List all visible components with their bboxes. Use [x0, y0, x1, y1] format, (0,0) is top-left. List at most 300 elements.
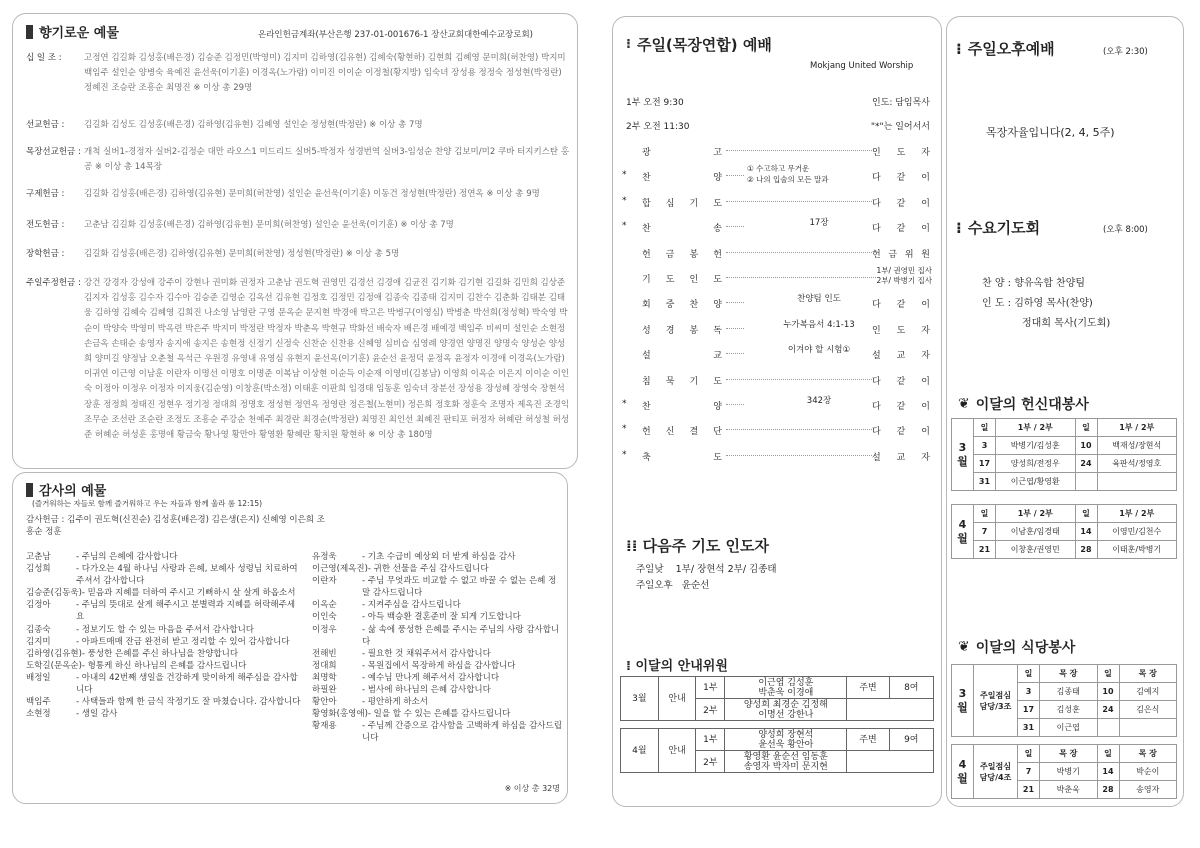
day-cell: 28: [1097, 781, 1119, 799]
thanks-message: - 예수님 만나게 해주셔서 감사합니다: [362, 672, 500, 683]
table-header: 일: [974, 419, 996, 437]
order-responsible-char: 이: [921, 427, 930, 438]
thanks-item: [312, 720, 562, 744]
order-responsible: [872, 297, 930, 310]
thanks-message: - 기초 수급비 예상외 더 받게 하심을 감사: [362, 552, 516, 562]
name-cell: 김종태: [1040, 683, 1098, 701]
name-cell: 김예지: [1119, 683, 1177, 701]
thanks-message: - 아파트매매 잔금 완전히 받고 정리할 수 있어 감사합니다: [76, 636, 290, 647]
thanks-right-list: [312, 551, 562, 745]
order-responsible-char: 원: [921, 249, 930, 260]
guide-names: 황영환 윤순선 임동훈 송영자 박자미 문지현: [725, 751, 847, 773]
afternoon-message: 목장자율입니다(2, 4, 5주): [986, 126, 1115, 139]
order-responsible-char: 자: [921, 452, 930, 463]
offering-names: 개척 실버1-경정자 실버2-김정순 대만 라오스1 미드리드 실버5-박정자 성경번역 실버3-임성순 찬양 김보미/미2 쿠바 터지키스탄 홍공 ※ 이상 총 14목장: [84, 147, 570, 173]
order-row: [620, 444, 936, 470]
order-item-char: 송: [713, 224, 722, 235]
day-cell: 7: [974, 523, 996, 541]
afternoon-time: (오후 2:30): [1103, 47, 1148, 57]
day-cell: 10: [1097, 683, 1119, 701]
thanks-item: [26, 599, 302, 623]
order-item: [642, 374, 722, 387]
service-standing-note: "*"는 일어서서: [870, 122, 930, 132]
order-detail: 342장: [744, 395, 894, 407]
next-prayer-afternoon: 주일오후 윤순선: [636, 580, 710, 591]
offering-label: 주일주정헌금 :: [26, 278, 81, 288]
order-item-char: 도: [713, 198, 722, 209]
name-cell: 박춘욱: [1040, 781, 1098, 799]
table-header: 일: [1097, 745, 1119, 763]
order-responsible-char: 자: [921, 351, 930, 362]
thanks-name: 김정아: [26, 600, 51, 611]
thanks-name: 이정우: [312, 624, 337, 635]
thanks-message: - 평안하게 하소서: [362, 697, 428, 708]
thanks-message: - 다가오는 4월 하나님 사랑과 은혜, 보혜사 성령님 치료하여 주셔서 감사합니다: [76, 564, 298, 587]
name-cell: 이태훈/박병기: [1097, 541, 1177, 559]
order-responsible-char: 도: [896, 148, 906, 158]
thanks-name: 황영화(홍영애): [312, 709, 368, 720]
offering-row: [26, 51, 572, 97]
table-header: 일: [1075, 505, 1097, 523]
order-responsible-char: 이: [921, 173, 930, 184]
order-responsible: [872, 399, 930, 412]
order-item-char: 교: [713, 351, 722, 362]
name-cell: 백재성/장현석: [1097, 437, 1177, 455]
thanks-item: [312, 696, 562, 708]
order-item-char: 양: [713, 300, 722, 311]
thanks-name: 황재용: [312, 721, 337, 732]
clover-icon: ❦: [958, 396, 970, 412]
day-cell: 28: [1075, 541, 1097, 559]
offering-names: 고춘남 김길화 김성홍(배은경) 김하영(김유현) 문미희(허찬영) 설인순 윤선욱(이기훈) ※ 이상 총 7명: [84, 220, 454, 230]
thanks-subtitle: (즐거워하는 자들로 함께 즐거워하고 우는 자들과 함께 울라 롬 12:15): [32, 499, 263, 508]
guide-role: 안내: [658, 677, 696, 721]
order-item-char: 성: [642, 325, 651, 336]
table-header: 일: [1097, 665, 1119, 683]
day-cell: 14: [1075, 523, 1097, 541]
thanks-message: - 정보기도 할 수 있는 마음을 주셔서 감사합니다: [76, 624, 254, 635]
afternoon-title: ⁝ 주일오후예배: [956, 39, 1055, 58]
thanks-name: 이옥순: [312, 600, 337, 611]
section-bar-icon: [26, 483, 33, 497]
guide-names: 양성희 최경순 김정해 이명선 강한나: [725, 699, 847, 721]
order-item-char: 독: [713, 325, 722, 336]
offering-names: 김길화 김성도 김성홍(배은경) 김하영(김유현) 김혜영 설인순 정성현(박정란) ※ 이상 총 7명: [84, 120, 423, 130]
order-item-char: 심: [665, 198, 675, 209]
order-item: [642, 297, 722, 310]
section-marker-icon: ⁞⁞: [626, 537, 643, 555]
thanks-message: - 아득 백승환 결혼준비 잘 되게 기도합니다: [362, 612, 521, 623]
name-cell: 박병기/김성훈: [996, 437, 1076, 455]
order-row: [620, 342, 936, 368]
thanks-item: [312, 660, 562, 672]
guides-title: ⁞ 이달의 안내위원: [626, 659, 728, 674]
order-item: [642, 424, 722, 437]
order-responsible-char: 다: [872, 376, 881, 387]
order-responsible-char: 인: [872, 325, 881, 336]
thanks-item: [26, 660, 302, 672]
month-label: 4 월: [952, 745, 974, 799]
order-item-char: 결: [689, 427, 699, 438]
thanks-left-list: [26, 551, 302, 720]
thanks-name: 전해빈: [312, 648, 337, 659]
thanks-name: 황안아: [312, 697, 337, 708]
order-responsible: [872, 348, 930, 361]
order-row: [620, 393, 936, 419]
order-responsible-char: 교: [896, 452, 906, 463]
table-header: 일: [1018, 745, 1040, 763]
thanks-name: 정대희: [312, 660, 337, 671]
offering-label: 목장선교헌금 :: [26, 147, 81, 157]
order-row: [620, 266, 936, 292]
day-cell: 31: [1018, 719, 1040, 737]
offering-names: 고정연 김길화 김성홍(배은경) 김승준 김정민(박영미) 김지미 김하영(김유현) 김혜숙(황현하) 김현희 김혜영 문미희(허찬영) 박지미 백임주 설인순 양병숙 육예진 윤선욱(이기훈) 이경옥(노가람) 이미진 이이순 이정철(황지방) 임숙녀 장성용 정정숙 정성현(박정란) 정혜진 조승란 조흥순 최명진 ※ 이상 총 29명: [84, 53, 566, 94]
day-cell: 17: [974, 455, 996, 473]
cafeteria-title: ❦ 이달의 식당봉사: [958, 639, 1076, 656]
section-marker-icon: ⁞: [626, 659, 636, 674]
order-item: [642, 247, 722, 260]
order-item-char: 찬: [689, 300, 699, 311]
order-item-char: 단: [713, 427, 722, 438]
day-cell: 24: [1097, 701, 1119, 719]
table-header: 목 장: [1040, 665, 1098, 683]
order-responsible-detail: 1부/ 권영민 집사 2부/ 박병기 집사: [876, 266, 932, 285]
thanks-item: [26, 696, 302, 708]
thanks-message: - 형통케 하신 하나님의 은혜를 감사드립니다: [81, 660, 247, 671]
name-cell: 육판석/정영호: [1097, 455, 1177, 473]
guide-count: 8여: [889, 677, 933, 699]
order-responsible: [872, 247, 930, 260]
order-item: [642, 323, 722, 336]
thanks-message: - 주님께 간증으로 감사함을 고백하게 하심을 감사드립니다: [362, 721, 562, 744]
day-cell: 24: [1075, 455, 1097, 473]
order-responsible-char: 다: [872, 224, 881, 235]
order-item-char: 광: [642, 148, 651, 158]
wednesday-praise: 찬 양 : 향유옥합 찬양팀: [982, 278, 1086, 289]
order-responsible-char: 같: [896, 402, 906, 412]
offering-row: [26, 276, 572, 443]
thanks-header: 감사헌금 : 김주이 권도혁(신진순) 김성훈(배은경) 김은생(은지) 신혜영 이은희 조흥순 정훈: [26, 515, 325, 537]
order-row: [620, 139, 936, 165]
thanks-item: [26, 624, 302, 636]
order-item: [642, 450, 722, 463]
thanks-message: - 아내의 42번째 생일을 건강하게 맞이하게 해주심을 감사합니다: [76, 672, 298, 696]
name-cell: 박순이: [1119, 763, 1177, 781]
order-row: [620, 368, 936, 394]
day-cell: [1075, 473, 1097, 491]
order-row: [620, 418, 936, 444]
thanks-item: [312, 563, 562, 575]
day-cell: 31: [974, 473, 996, 491]
order-item: [642, 221, 722, 234]
guide-part: 1부: [696, 729, 725, 751]
service-english-title: Mokjang United Worship: [810, 61, 914, 71]
name-cell: 김은식: [1119, 701, 1177, 719]
order-item-char: 봉: [689, 325, 699, 336]
order-responsible-char: 금: [888, 249, 898, 260]
name-cell: [1119, 719, 1177, 737]
order-row: [620, 241, 936, 267]
standing-mark: *: [622, 221, 627, 232]
offering-row: [26, 145, 572, 175]
order-responsible: [872, 221, 930, 234]
thanks-name: 김승준(김동욱): [26, 588, 82, 599]
service-leader: 인도: 담임목사: [871, 98, 930, 108]
order-item: [642, 399, 722, 412]
standing-mark: *: [622, 195, 627, 206]
order-item-char: 인: [689, 275, 699, 285]
month-label: 4 월: [952, 505, 974, 559]
order-responsible-char: 위: [904, 249, 914, 260]
thanks-item: [26, 648, 302, 660]
cafeteria-april-table: [951, 744, 1177, 799]
order-responsible-char: 다: [872, 427, 881, 438]
thanks-item: [312, 575, 562, 599]
order-item-char: 헌: [642, 249, 651, 260]
order-detail: ① 수고하고 무거운 ② 나의 입술의 모든 말과: [744, 163, 894, 185]
order-item-char: 고: [713, 148, 722, 158]
offering-row: [26, 218, 572, 233]
thanks-name: 김하영(김유현): [26, 648, 82, 659]
offering-label: 전도헌금 :: [26, 220, 65, 230]
offering-names: 김길화 김성홍(배은경) 김하영(김유현) 문미희(허찬영) 정성현(박정란) ※ 이상 총 5명: [84, 249, 400, 259]
order-item-char: 경: [665, 325, 675, 336]
order-row: [620, 164, 936, 190]
name-cell: 이창훈/권영민: [996, 541, 1076, 559]
offering-row: [26, 247, 572, 262]
thanks-name: 배정일: [26, 672, 51, 683]
account-info: 온라인헌금계좌(부산은행 237-01-001676-1 장산교회대한예수교장로회): [258, 30, 533, 40]
name-cell: 이근엽/황영환: [996, 473, 1076, 491]
name-cell: 송영자: [1119, 781, 1177, 799]
guides-table: [620, 676, 934, 773]
order-responsible-char: 도: [896, 325, 906, 336]
thanks-item: [312, 624, 562, 648]
next-prayer-sunday: 주일낮 1부/ 장현석 2부/ 김종태: [636, 564, 777, 575]
order-responsible-char: 자: [921, 325, 930, 336]
order-item-char: 찬: [642, 402, 651, 412]
service-first-time: 1부 오전 9:30: [626, 98, 684, 108]
thanks-name: 김지미: [26, 636, 51, 647]
name-cell: 이근엽: [1040, 719, 1098, 737]
dedication-march-table: [951, 418, 1177, 491]
thanks-item: [312, 648, 562, 660]
section-marker-icon: ⁝: [956, 218, 962, 237]
thanks-name: 이란자: [312, 576, 337, 587]
order-item-char: 도: [665, 275, 675, 285]
day-cell: 7: [1018, 763, 1040, 781]
order-responsible-char: 다: [872, 402, 881, 412]
order-row: [620, 190, 936, 216]
order-item: [642, 272, 722, 285]
thanks-name: 도학길(문옥순): [26, 660, 82, 671]
table-header: 목 장: [1119, 745, 1177, 763]
order-responsible: [872, 374, 930, 387]
name-cell: 양성희/전정우: [996, 455, 1076, 473]
order-responsible: [872, 145, 930, 158]
guide-count: 9여: [889, 729, 933, 751]
thanks-message: - 주님의 은혜에 감사합니다: [76, 552, 178, 562]
order-item-char: 신: [665, 427, 675, 438]
table-header: 1부 / 2부: [996, 505, 1076, 523]
order-item-char: 도: [713, 376, 722, 387]
table-header: 1부 / 2부: [1097, 505, 1177, 523]
thanks-total: ※ 이상 총 32명: [504, 784, 560, 793]
table-header: 일: [974, 505, 996, 523]
order-item-char: 봉: [689, 249, 699, 260]
service-second-time: 2부 오전 11:30: [626, 122, 690, 132]
wednesday-lead: 인 도 : 김하영 목사(찬양): [982, 298, 1093, 309]
order-responsible-char: 같: [896, 224, 906, 235]
cafeteria-march-table: [951, 664, 1177, 737]
guide-part: 2부: [696, 699, 725, 721]
guide-empty: [847, 699, 934, 721]
offering-label: 선교헌금 :: [26, 120, 65, 130]
order-responsible-char: 이: [921, 224, 930, 235]
thanks-message: - 지켜주심을 감사드립니다: [362, 600, 461, 611]
thanks-message: - 풍성한 은혜를 주신 하나님을 찬양합니다: [81, 648, 239, 659]
thanks-item: [312, 672, 562, 684]
thanks-item: [26, 636, 302, 648]
dedication-april-table: [951, 504, 1177, 559]
guide-gate: 주변: [847, 677, 889, 699]
order-item-char: 중: [665, 300, 675, 311]
wednesday-title: ⁝ 수요기도회: [956, 218, 1041, 237]
order-item-char: 헌: [642, 427, 651, 438]
order-item: [642, 348, 722, 361]
day-cell: 10: [1075, 437, 1097, 455]
order-responsible: [872, 196, 930, 209]
order-responsible: [872, 323, 930, 336]
table-header: 목 장: [1040, 745, 1098, 763]
order-item-char: 기: [689, 198, 699, 209]
section-marker-icon: ⁝: [956, 39, 962, 58]
order-item-char: 합: [642, 198, 651, 209]
wednesday-time: (오후 8:00): [1103, 225, 1148, 235]
thanks-message: - 목원집에서 목장하게 하심을 감사합니다: [362, 660, 516, 671]
order-detail: 이겨야 할 시험①: [744, 344, 894, 356]
order-responsible-char: 설: [872, 452, 881, 463]
order-responsible-char: 같: [896, 376, 906, 387]
thanks-name: 김성희: [26, 564, 51, 575]
order-item: [642, 170, 722, 183]
thanks-message: - 삶 속에 풍성한 은혜를 주시는 주님의 사랑 감사합니다: [362, 624, 560, 647]
table-header: 일: [1075, 419, 1097, 437]
order-row: [620, 317, 936, 343]
thanks-message: - 주님의 뜻대로 살게 해주시고 분별력과 지혜를 허락해주세요: [76, 600, 296, 623]
offering-names: 강건 강경자 강성애 강주이 강현나 권미화 권정자 고춘남 권도혁 권영민 김경선 김경애 김균진 김기화 김기현 김길화 김민희 김상준 김지자 김성홍 김수자 김수아 김승준 김영순 김옥선 김유현 김정호 김정민 김정애 김종숙 김종태 김지미 김찬수 김춘화 김태분 김태웅 김하영 김혜숙 김혜영 김희진 나소영 남영란 구영 문옥순 문지현 박경애 박고은 박병구(이영심) 박병춘 박선희(정성혁) 박숙영 박순이 박양숙 박영미 박옥련 박은주 박지미 박정란 박정자 박춘옥 박현규 박화선 배숙자 배은경 배예경 백임주 비씨미 설인순 소현정 손금옥 손태순 송영자 송지애 송지은 송현정 신정기 신정숙 신찬순 신찬용 신혜영 심비습 심영례 양경연 양명진 양명숙 양성순 양성희 양미길 양정남 오춘철 옥석근 우원경 유영내 유영심 유현지 윤선옥(이기훈) 윤순선 윤정덕 윤정옥 윤정자 이경애 이경옥(노가람) 이귀연 이근영 이남훈 이란자 이명선 이명호 이명준 이복남 이상현 이순득 이순재 이영비(김봉남) 이영희 이옥순 이은지 이이순 이인숙 이정아 이정우 이정자 이지웅(김순영) 이창훈(박소정) 이태훈 이판희 임경태 임동훈 임숙녀 장분선 장성용 장성혜 장영숙 장현석 장훈 정정희 정태진 정현우 정기정 정대희 정명호 정성현 정연옥 정영란 정은철(노현미) 정은희 정호화 정훈숙 조명자 제옥진 조경익 조무순 조선란 조순란 조정도 조흥순 주강순 천예주 최경란 최경순(박정란) 최명진 최인선 최혜진 판티포 허정자 허혜란 허성철 허성준 허혜순 허성훈 홍명애 황금숙 황나영 황만아 황영환 황혜란 황치원 황현하 ※ 이상 총 180명: [84, 278, 570, 441]
offering-title: 향기로운 예물: [26, 22, 119, 41]
thanks-message: - 귀한 선물을 주심 감사드립니다: [367, 564, 489, 575]
order-responsible-char: 헌: [872, 249, 881, 260]
standing-mark: *: [622, 424, 627, 435]
order-responsible-char: 다: [872, 173, 881, 184]
thanks-message: - 범사에 하나님의 은혜 감사합니다: [362, 685, 491, 696]
order-responsible-char: 이: [921, 198, 930, 209]
next-prayer-title: ⁞⁞ 다음주 기도 인도자: [626, 537, 769, 555]
day-cell: 17: [1018, 701, 1040, 719]
order-responsible-char: 설: [872, 351, 881, 362]
order-item-char: 축: [642, 452, 651, 463]
thanks-item: [312, 708, 562, 720]
day-cell: [1097, 719, 1119, 737]
order-item-char: 양: [713, 402, 722, 412]
offering-row: [26, 187, 572, 202]
clover-icon: ❦: [958, 639, 970, 655]
order-responsible-char: 다: [872, 300, 881, 311]
order-item-char: 도: [713, 452, 722, 463]
thanks-item: [312, 611, 562, 623]
thanks-item: [26, 563, 302, 587]
offering-label: 십 일 조 :: [26, 53, 62, 63]
name-cell: 박병기: [1040, 763, 1098, 781]
order-detail: 찬양팀 인도: [744, 293, 894, 305]
order-item-char: 금: [665, 249, 675, 260]
table-header: 일: [1018, 665, 1040, 683]
offering-names: 김길화 김성홍(배은경) 김하영(김유현) 문미희(허찬영) 설인순 윤선욱(이기훈) 이동건 정성현(박정란) 정연옥 ※ 이상 총 9명: [84, 189, 540, 199]
offering-label: 구제헌금 :: [26, 189, 65, 199]
order-responsible-char: 같: [896, 173, 906, 184]
order-item-char: 묵: [665, 376, 675, 387]
table-header: 1부 / 2부: [996, 419, 1076, 437]
order-responsible-char: 자: [921, 148, 930, 158]
guide-part: 2부: [696, 751, 725, 773]
thanks-name: 소현정: [26, 709, 51, 720]
day-cell: 21: [974, 541, 996, 559]
standing-mark: *: [622, 170, 627, 181]
thanks-name: 김종숙: [26, 624, 51, 635]
order-row: [620, 215, 936, 241]
day-cell: 21: [1018, 781, 1040, 799]
thanks-name: 유정욱: [312, 552, 337, 562]
order-row: [620, 291, 936, 317]
thanks-item: [26, 708, 302, 720]
month-label: 3 월: [952, 419, 974, 491]
thanks-message: - 사택들과 함께 한 금식 작정기도 잘 마쳤습니다. 감사합니다: [76, 697, 301, 708]
order-item-char: 찬: [642, 224, 651, 235]
thanks-item: [312, 599, 562, 611]
offering-label: 장학헌금 :: [26, 249, 65, 259]
section-marker-icon: ⁝: [626, 37, 631, 52]
order-responsible-char: 이: [921, 376, 930, 387]
guide-month: 3월: [621, 677, 659, 721]
order-item-char: 기: [642, 275, 651, 285]
order-responsible-char: 같: [896, 427, 906, 438]
day-cell: 3: [974, 437, 996, 455]
month-label: 3 월: [952, 665, 974, 737]
service-title: ⁝ 주일(목장연합) 예배: [626, 36, 772, 54]
order-responsible-char: 같: [896, 300, 906, 311]
guide-gate: 주변: [847, 729, 889, 751]
table-header: 1부 / 2부: [1097, 419, 1177, 437]
standing-mark: *: [622, 449, 627, 460]
order-responsible: [872, 170, 930, 183]
thanks-message: - 믿음과 지혜를 더하여 주시고 기뻐하시 살 살게 하옵소서: [81, 588, 296, 599]
order-item-char: 찬: [642, 173, 651, 184]
order-responsible-char: 다: [872, 198, 881, 209]
order-item-char: 기: [689, 376, 699, 387]
thanks-message: - 일을 할 수 있는 은혜를 감사드립니다: [367, 709, 511, 720]
thanks-message: - 생일 감사: [76, 709, 118, 720]
name-cell: [1097, 473, 1177, 491]
order-responsible-char: 교: [896, 351, 906, 362]
thanks-message: - 필요한 것 채워주셔서 감사합니다: [362, 648, 491, 659]
guide-empty: [847, 751, 934, 773]
order-item-char: 회: [642, 300, 651, 311]
order-item-char: 도: [713, 275, 722, 285]
day-cell: 14: [1097, 763, 1119, 781]
thanks-name: 최명학: [312, 672, 337, 683]
